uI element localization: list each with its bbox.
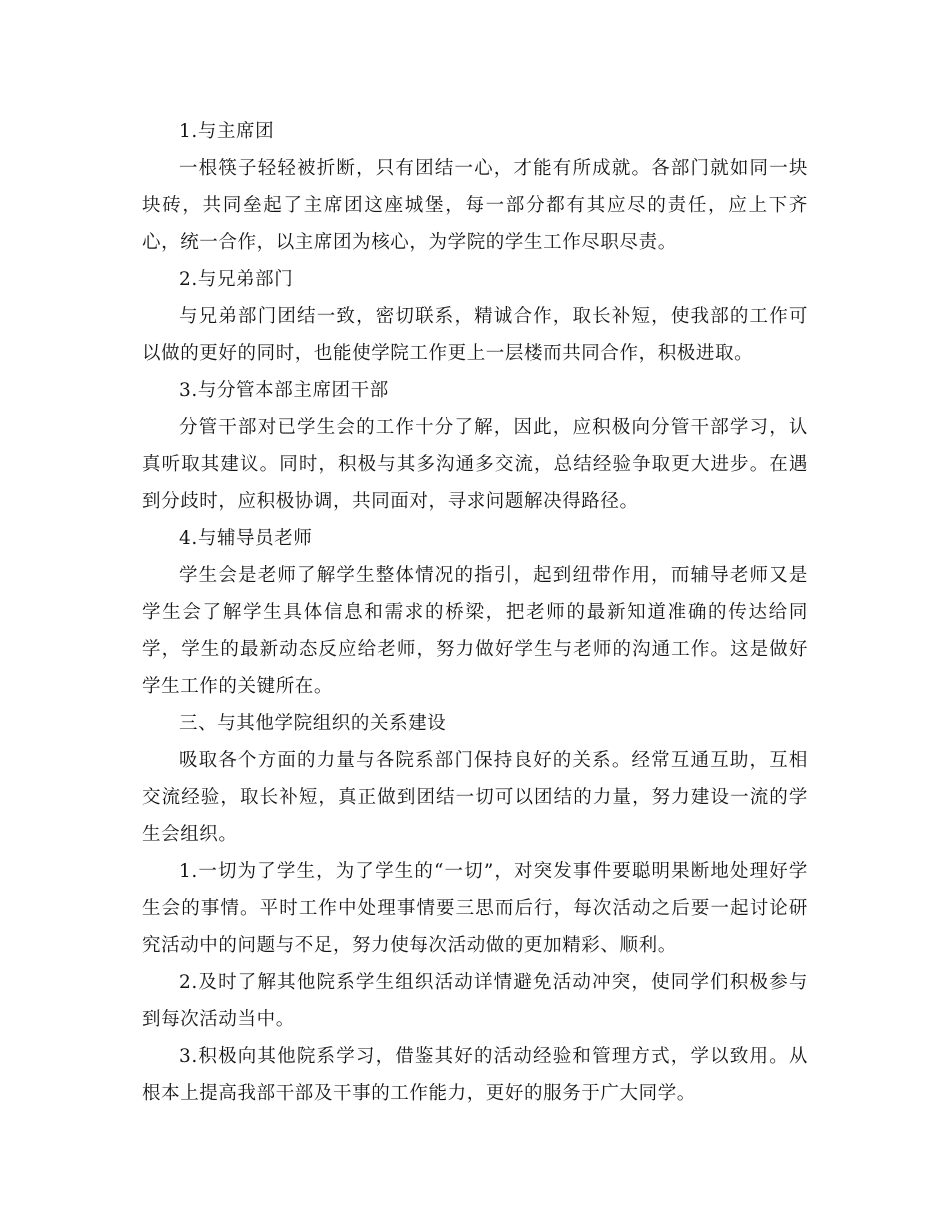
list-item-2: 2.及时了解其他院系学生组织活动详情避免活动冲突，使同学们积极参与到每次活动当中。 <box>142 972 808 1030</box>
paragraph-supervising-cadres: 分管干部对已学生会的工作十分了解，因此，应积极向分管干部学习，认真听取其建议。同时，积极与其多沟通多交流，总结经验争取更大进步。在遇到分歧时，应积极协调，共同面对，寻求问题解决得路径。 <box>142 417 808 512</box>
list-item-3: 3.积极向其他院系学习，借鉴其好的活动经验和管理方式，学以致用。从根本上提高我部干部及干事的工作能力，更好的服务于广大同学。 <box>142 1046 808 1104</box>
paragraph-other-organizations: 吸取各个方面的力量与各院系部门保持良好的关系。经常互通互助，互相交流经验，取长补短，真正做到团结一切可以团结的力量，努力建设一流的学生会组织。 <box>142 750 808 845</box>
section-heading-counselors: 4.与辅导员老师 <box>179 528 313 549</box>
document-body <box>142 113 808 1112</box>
section-heading-sibling-departments: 2.与兄弟部门 <box>179 269 294 290</box>
section-heading-presidium: 1.与主席团 <box>179 121 275 142</box>
paragraph-counselors: 学生会是老师了解学生整体情况的指引，起到纽带作用，而辅导老师又是学生会了解学生具体信息和需求的桥梁，把老师的最新知道准确的传达给同学，学生的最新动态反应给老师，努力做好学生与老师的沟通工作。这是做好学生工作的关键所在。 <box>142 565 808 697</box>
chapter-heading-other-organizations: 三、与其他学院组织的关系建设 <box>179 713 447 734</box>
paragraph-presidium: 一根筷子轻轻被折断，只有团结一心，才能有所成就。各部门就如同一块块砖，共同垒起了主席团这座城堡，每一部分都有其应尽的责任，应上下齐心，统一合作，以主席团为核心，为学院的学生工作尽职尽责。 <box>142 158 808 253</box>
paragraph-sibling-departments: 与兄弟部门团结一致，密切联系，精诚合作，取长补短，使我部的工作可以做的更好的同时，也能使学院工作更上一层楼而共同合作，积极进取。 <box>142 306 808 364</box>
list-item-1: 1.一切为了学生，为了学生的“一切”，对突发事件要聪明果断地处理好学生会的事情。平时工作中处理事情要三思而后行，每次活动之后要一起讨论研究活动中的问题与不足，努力使每次活动做的更加精彩、顺利。 <box>142 861 808 956</box>
section-heading-supervising-cadres: 3.与分管本部主席团干部 <box>179 380 389 401</box>
